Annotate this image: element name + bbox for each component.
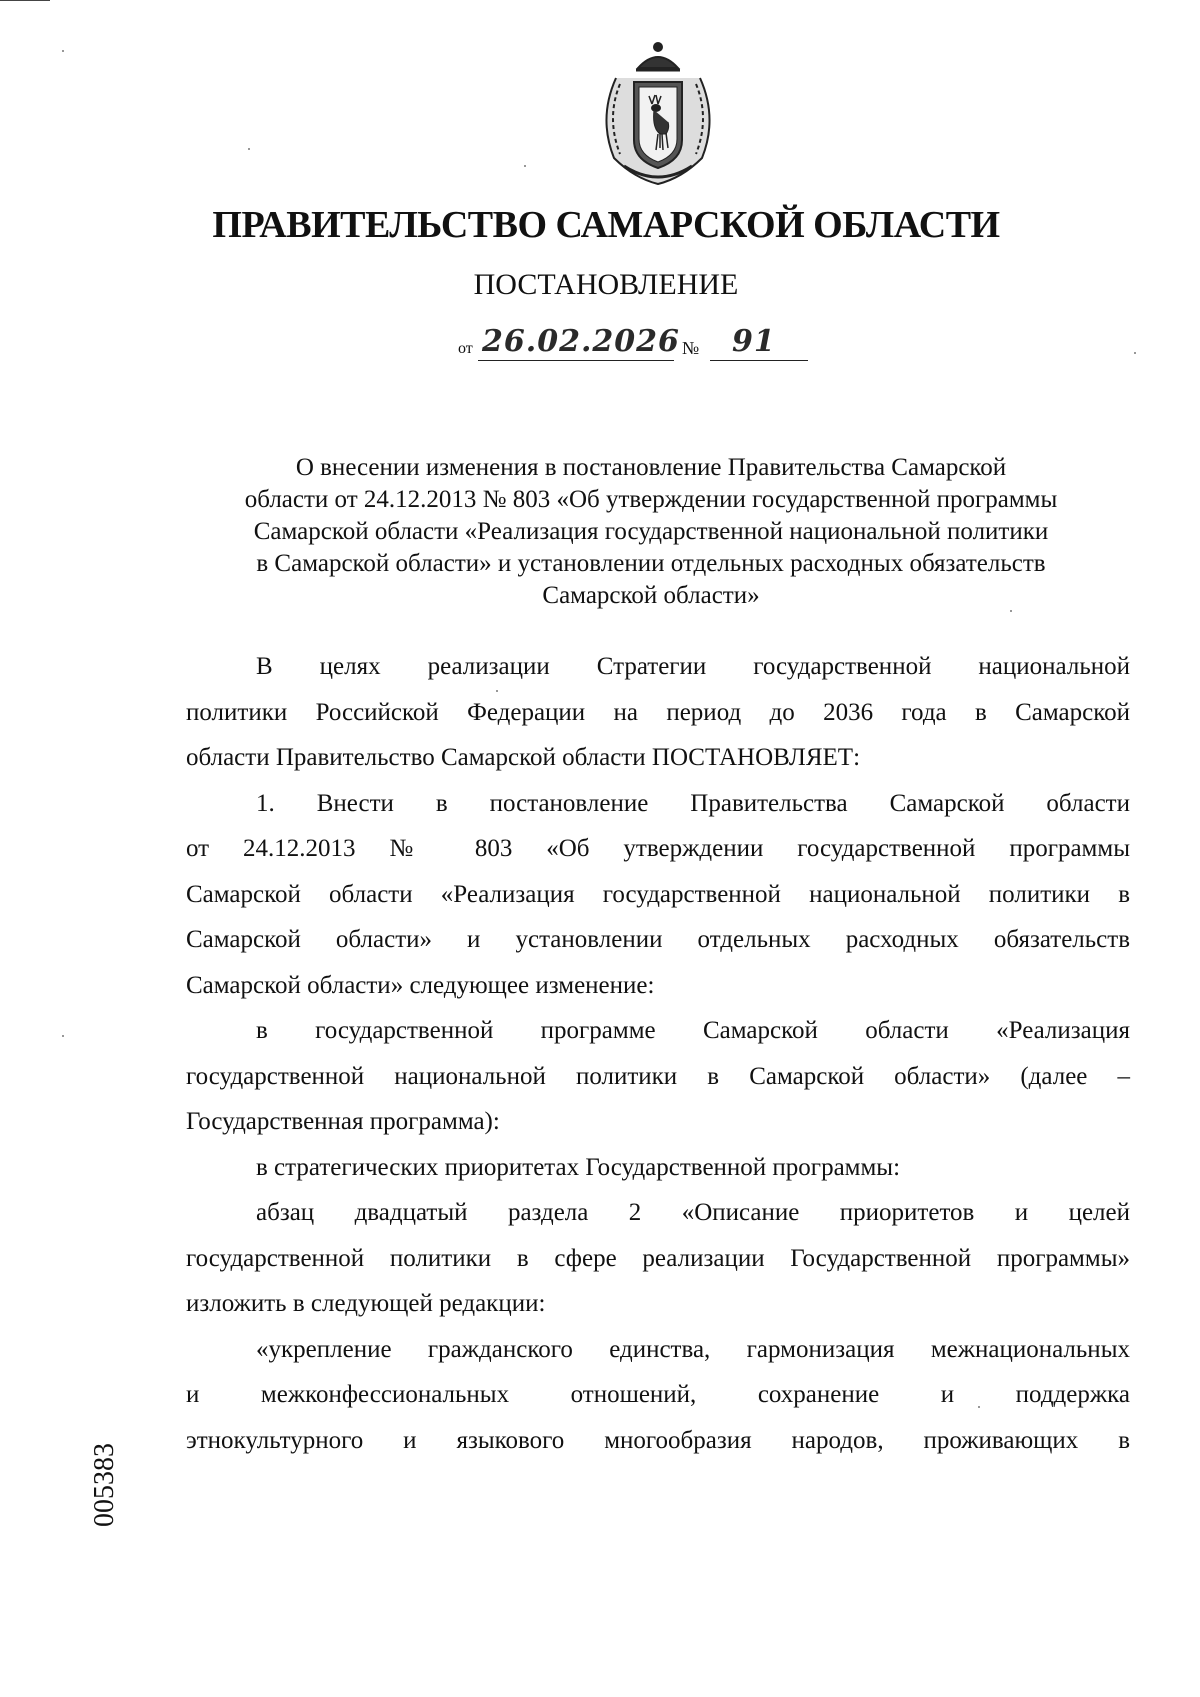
side-registration-number <box>89 1420 148 1550</box>
handwritten-date: 26.02.2026 <box>482 324 680 359</box>
body-line: Государственная программа): <box>186 1108 500 1135</box>
coat-of-arms-emblem <box>594 38 722 188</box>
body-line: в государственной программе Самарской области «Реализация <box>256 1017 1130 1044</box>
government-title: ПРАВИТЕЛЬСТВО САМАРСКОЙ ОБЛАСТИ <box>212 204 1000 246</box>
document-subject <box>186 452 1116 612</box>
subject-line: области от 24.12.2013 № 803 «Об утверждении государственной программы <box>244 486 1058 513</box>
subject-line: О внесении изменения в постановление Правительства Самарской <box>295 454 1007 481</box>
body-line: Самарской области «Реализация государственной национальной политики в <box>186 880 1130 908</box>
scan-speck <box>62 50 64 52</box>
body-line: В целях реализации Стратегии государственной национальной <box>256 653 1130 680</box>
body-line: абзац двадцатый раздела 2 «Описание приоритетов и целей <box>256 1199 1130 1226</box>
body-line: Самарской области» и установлении отдельных расходных обязательств <box>186 926 1130 953</box>
body-line: «укрепление гражданского единства, гармонизация межнациональных <box>256 1335 1130 1363</box>
body-line: изложить в следующей редакции: <box>186 1290 546 1317</box>
document-type: ПОСТАНОВЛЕНИЕ <box>473 268 739 301</box>
side-number-text: 005383 <box>89 1443 120 1527</box>
scan-speck <box>62 1035 64 1037</box>
body-line: области Правительство Самарской области ПОСТАНОВЛЯЕТ: <box>186 744 861 771</box>
subject-line: Самарской области «Реализация государственной национальной политики <box>253 518 1049 545</box>
subject-line: Самарской области» <box>542 582 760 609</box>
body-line: и межконфессиональных отношений, сохранение и поддержка <box>186 1381 1130 1408</box>
scan-speck <box>1134 352 1136 354</box>
body-line: Самарской области» следующее изменение: <box>186 971 655 999</box>
date-prefix: от <box>458 340 473 357</box>
subject-line: в Самарской области» и установлении отдельных расходных обязательств <box>256 550 1046 577</box>
number-underline <box>710 360 808 361</box>
body-line: государственной политики в сфере реализации Государственной программы» <box>186 1244 1130 1272</box>
scan-edge-mark <box>0 0 50 1</box>
body-line: этнокультурного и языкового многообразия народов, проживающих в <box>186 1426 1130 1454</box>
body-line: 1. Внести в постановление Правительства Самарской области <box>256 789 1130 817</box>
body-line: от 24.12.2013 № 803 «Об утверждении государственной программы <box>186 835 1130 862</box>
body-line: политики Российской Федерации на период до 2036 года в Самарской <box>186 698 1130 726</box>
date-number-line <box>458 324 858 368</box>
date-underline <box>478 360 674 361</box>
number-prefix: № <box>682 338 700 358</box>
scan-speck <box>524 165 526 167</box>
scan-speck <box>248 148 250 150</box>
handwritten-number: 91 <box>732 324 776 359</box>
body-line: государственной национальной политики в Самарской области» (далее – <box>186 1062 1130 1090</box>
body-line: в стратегических приоритетах Государственной программы: <box>256 1153 901 1181</box>
